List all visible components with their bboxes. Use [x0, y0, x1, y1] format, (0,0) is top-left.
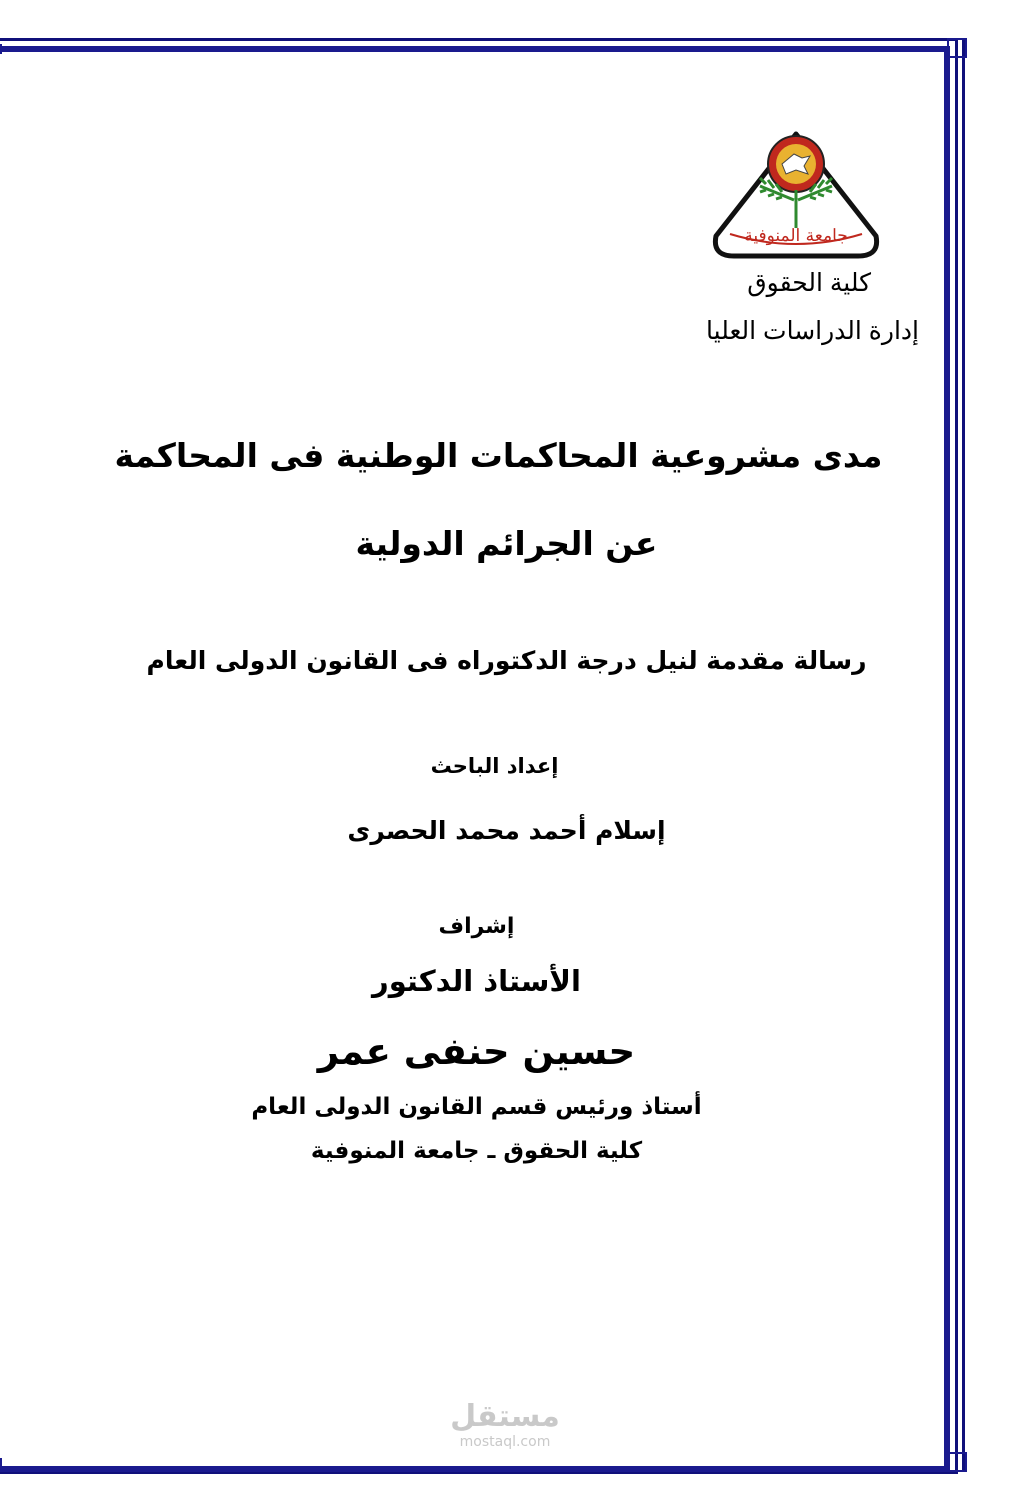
watermark-arabic: مستقل	[450, 1399, 560, 1434]
frame-tick-bottom	[0, 1458, 12, 1468]
department-name: إدارة الدراسات العليا	[706, 317, 919, 345]
logo-text: جامعة المنوفية	[744, 226, 848, 246]
supervision-label: إشراف	[438, 914, 515, 939]
supervisor-affiliation: كلية الحقوق ـ جامعة المنوفية	[310, 1138, 643, 1164]
researcher-label: إعداد الباحث	[430, 754, 559, 778]
university-logo	[708, 130, 884, 266]
supervisor-position: أستاذ ورئيس قسم القانون الدولى العام	[251, 1094, 702, 1120]
researcher-name: إسلام أحمد محمد الحصرى	[347, 816, 666, 845]
frame-tick-top	[0, 44, 12, 54]
frame-corner-bottom	[947, 1452, 967, 1472]
faculty-name: كلية الحقوق	[747, 269, 871, 297]
supervisor-title: الأستاذ الدكتور	[372, 964, 581, 998]
supervisor-name: حسين حنفى عمر	[317, 1030, 636, 1073]
thesis-subtitle: رسالة مقدمة لنيل درجة الدكتوراه فى القانون الدولى العام	[146, 646, 867, 675]
thesis-title-line-1: مدى مشروعية المحاكمات الوطنية فى المحاكمة	[114, 436, 883, 475]
frame-corner-top	[947, 38, 967, 58]
watermark-latin: mostaql.com	[459, 1434, 551, 1450]
thesis-title-line-2: عن الجرائم الدولية	[355, 524, 658, 563]
mostaql-watermark	[430, 1400, 580, 1450]
